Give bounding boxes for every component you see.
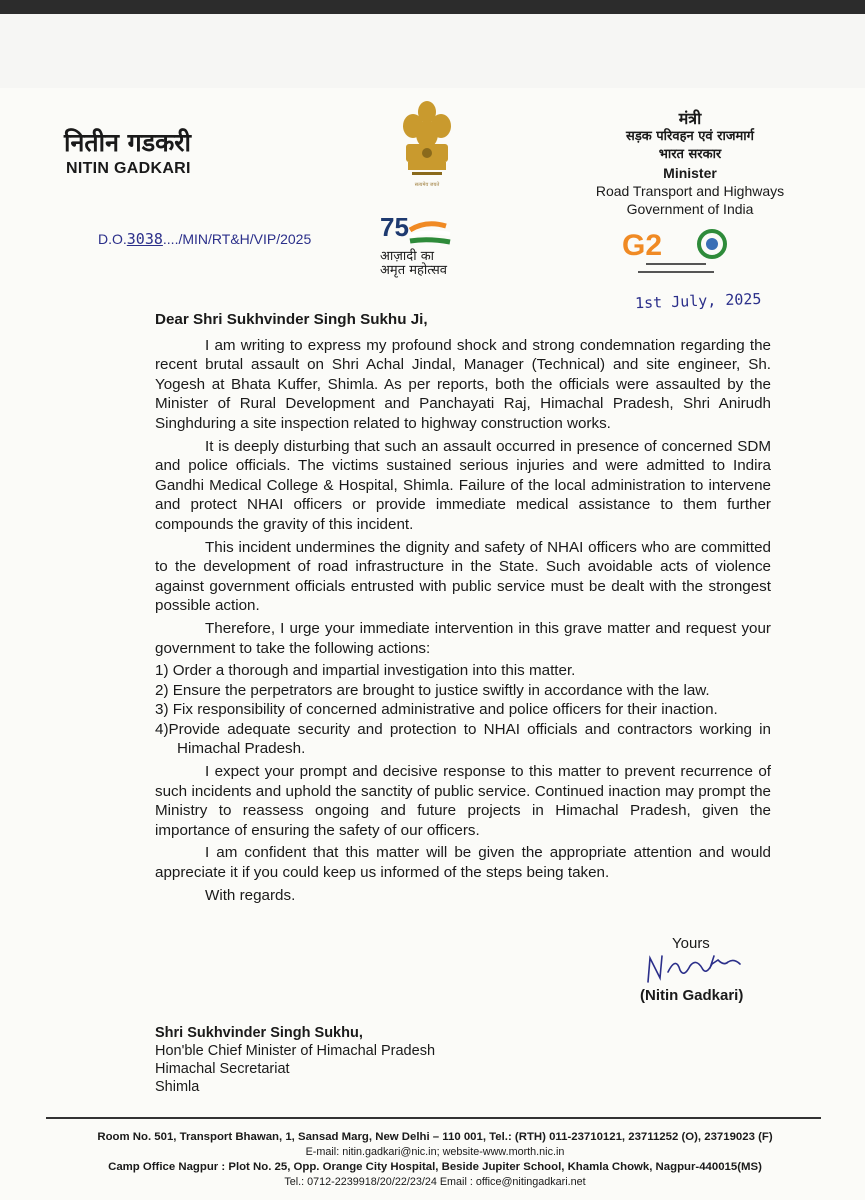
do-suffix: ..../MIN/RT&H/VIP/2025 <box>162 231 312 247</box>
do-reference <box>98 230 311 248</box>
addressee-line-3: Shimla <box>155 1079 200 1095</box>
closing-regards: With regards. <box>205 886 296 904</box>
handwritten-signature-icon <box>640 948 765 988</box>
paragraph-5: I expect your prompt and decisive response to this matter to prevent recurrence of such incidents and uphold the sanctity of public service. Continued inaction may prompt the Ministry to reassess ongoing and future projects in Himachal Pradesh, given the importance of ensuring the safety of our officers. <box>155 763 771 839</box>
action-item: 4)Provide adequate security and protection to NHAI officials and contractors working in Himachal Pradesh. <box>155 720 771 758</box>
svg-text:G2: G2 <box>622 229 663 262</box>
sender-name-english: NITIN GADKARI <box>66 160 191 177</box>
svg-text:सत्यमेव जयते: सत्यमेव जयते <box>414 182 440 188</box>
paragraph-4: Therefore, I urge your immediate intervention in this grave matter and request your government to take the following actions: <box>155 619 771 657</box>
paragraph-3: This incident undermines the dignity and safety of NHAI officers who are committed to the development of road infrastructure in the State. Such avoidable acts of violence against government officials entrusted with public service must be dealt with the strongest possible action. <box>155 538 771 615</box>
govt-hindi: भारत सरकार <box>658 147 722 162</box>
minister-designation-block <box>575 110 805 218</box>
ministry-hindi: सड़क परिवहन एवं राजमार्ग <box>626 129 754 144</box>
footer-line-3: Camp Office Nagpur : Plot No. 25, Opp. Orange City Hospital, Beside Jupiter School, Khamla Chowk, Nagpur-440015(MS) <box>108 1161 762 1173</box>
salutation: Dear Shri Sukhvinder Singh Sukhu Ji, <box>155 311 428 328</box>
footer-line-2: E-mail: nitin.gadkari@nic.in; website-www.morth.nic.in <box>305 1146 565 1158</box>
paragraph-6: I am confident that this matter will be given the appropriate attention and would appreciate it if you could keep us informed of the steps being taken. <box>155 844 771 882</box>
action-item: 2) Ensure the perpetrators are brought to justice swiftly in accordance with the law. <box>155 681 710 699</box>
g20-logo-icon <box>618 225 738 283</box>
addressee-block <box>155 1024 435 1096</box>
footer-line-4: Tel.: 0712-2239918/20/22/23/24 Email : office@nitingadkari.net <box>284 1176 586 1188</box>
footer-address <box>20 1130 850 1190</box>
ministry-english: Road Transport and Highways <box>595 183 785 199</box>
handwritten-date: 1st July, 2025 <box>634 289 762 313</box>
sender-name-hindi: नितीन गडकरी <box>64 128 192 157</box>
addressee-name: Shri Sukhvinder Singh Sukhu, <box>155 1025 363 1041</box>
action-item: 3) Fix responsibility of concerned administrative and police officers for their inaction. <box>155 701 718 719</box>
svg-text:75: 75 <box>380 212 409 242</box>
footer-line-1: Room No. 501, Transport Bhawan, 1, Sansad Marg, New Delhi – 110 001, Tel.: (RTH) 011-23710121, 23711252 (O), 23719023 (F) <box>97 1131 773 1143</box>
signatory-name: (Nitin Gadkari) <box>640 987 744 1004</box>
govt-english: Government of India <box>626 201 754 217</box>
amrit-line-2: अमृत महोत्सव <box>380 263 448 278</box>
amrit-line-1: आज़ादी का <box>380 249 435 264</box>
do-number: 3038 <box>126 230 163 248</box>
amrit-mahotsav-text <box>380 250 500 278</box>
action-item: 1) Order a thorough and impartial investigation into this matter. <box>155 662 576 680</box>
screen-top-bar <box>0 0 865 14</box>
footer-divider <box>46 1117 821 1119</box>
paragraph-2: It is deeply disturbing that such an assault occurred in presence of concerned SDM and police officials. The victims sustained serious injuries and were admitted to Indira Gandhi Medical College & Hospital, Shimla. Failure of the local administration to intervene and protect NHAI officers or provide immediate medical assistance to them further compounds the gravity of this incident. <box>155 437 771 533</box>
paragraph-1: I am writing to express my profound shock and strong condemnation regarding the recent brutal assault on Shri Achal Jindal, Manager (Technical) and site engineer, Sh. Yogesh at Bhata Kuffer, Shimla. As per reports, both the officials were assaulted by the Minister of Rural Development and Panchayati Raj, Himachal Pradesh, Shri Anirudh Singhduring a site inspection related to highway construction works. <box>155 336 771 432</box>
national-emblem-icon <box>398 96 456 204</box>
title-hindi: मंत्री <box>678 109 702 128</box>
letter-body <box>155 310 771 905</box>
addressee-line-2: Himachal Secretariat <box>155 1061 290 1077</box>
yours: Yours <box>672 935 710 952</box>
do-prefix: D.O. <box>98 231 127 247</box>
title-english: Minister <box>663 165 717 181</box>
addressee-line-1: Hon'ble Chief Minister of Himachal Pradesh <box>155 1043 436 1059</box>
